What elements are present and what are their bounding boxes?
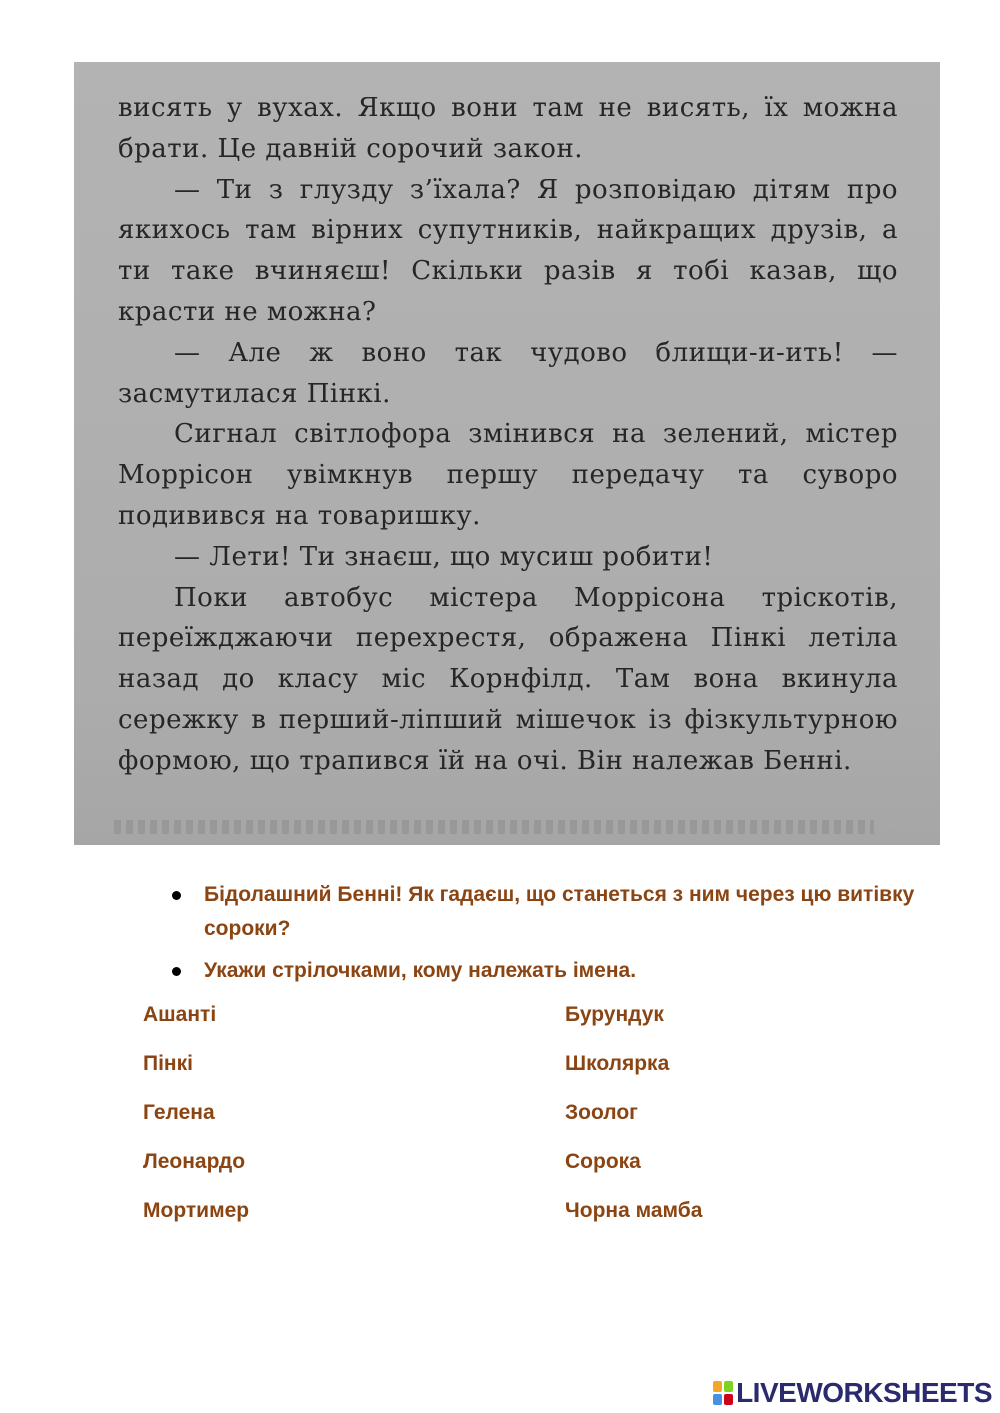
task-item: [172, 954, 932, 988]
match-role-magpie[interactable]: Сорока: [565, 1150, 641, 1173]
match-name-helena[interactable]: Гелена: [143, 1101, 215, 1124]
bleed-through-text: [114, 820, 874, 834]
book-paragraph: Сигнал світлофора змінився на зелений, містер Моррісон увімкнув першу передачу та суворо подивився на товаришку.: [118, 419, 898, 531]
match-name-leonardo[interactable]: Леонардо: [143, 1150, 246, 1173]
bullet-icon: [172, 967, 181, 976]
logo-text: LIVEWORKSHEETS: [736, 1377, 992, 1408]
names-column: [143, 1001, 249, 1246]
task-text: Бідолашний Бенні! Як гадаєш, що станеться з ним через цю витівку сороки?: [204, 883, 915, 940]
book-paragraph: висять у вухах. Якщо вони там не висять, їх можна брати. Це давній сорочий закон.: [118, 93, 898, 164]
match-role-schoolgirl[interactable]: Школярка: [565, 1052, 670, 1075]
book-paragraph: — Лети! Ти знаєш, що мусиш робити!: [174, 541, 714, 572]
bullet-icon: [172, 891, 181, 900]
roles-column: [565, 1001, 702, 1246]
task-list: [172, 878, 932, 996]
match-role-chipmunk[interactable]: Бурундук: [565, 1003, 664, 1026]
match-name-pinki[interactable]: Пінкі: [143, 1052, 193, 1075]
liveworksheets-logo-icon: [713, 1381, 733, 1405]
liveworksheets-logo: [713, 1378, 992, 1408]
book-excerpt: [118, 88, 898, 782]
task-item: [172, 878, 932, 946]
book-paragraph: — Ти з глузду з’їхала? Я розповідаю дітям про якихось там вірних супутників, найкращих друзів, а ти таке вчиняєш! Скільки разів я тобі казав, що красти не можна?: [118, 174, 898, 327]
book-page-photo: [74, 62, 940, 845]
match-role-black-mamba[interactable]: Чорна мамба: [565, 1199, 703, 1222]
book-paragraph: Поки автобус містера Моррісона тріскотів, переїжджаючи перехрестя, ображена Пінкі летіла назад до класу міс Корнфілд. Там вона вкинула сережку в перший-ліпший мішечок із фізкультурною формою, що трапився їй на очі. Він належав Бенні.: [118, 582, 898, 776]
match-name-ashanti[interactable]: Ашанті: [143, 1003, 217, 1026]
match-role-zoologist[interactable]: Зоолог: [565, 1101, 638, 1124]
match-name-mortimer[interactable]: Мортимер: [143, 1199, 250, 1222]
task-text: Укажи стрілочками, кому належать імена.: [204, 959, 637, 982]
book-paragraph: — Але ж воно так чудово блищи-и-ить! — засмутилася Пінкі.: [118, 337, 898, 409]
